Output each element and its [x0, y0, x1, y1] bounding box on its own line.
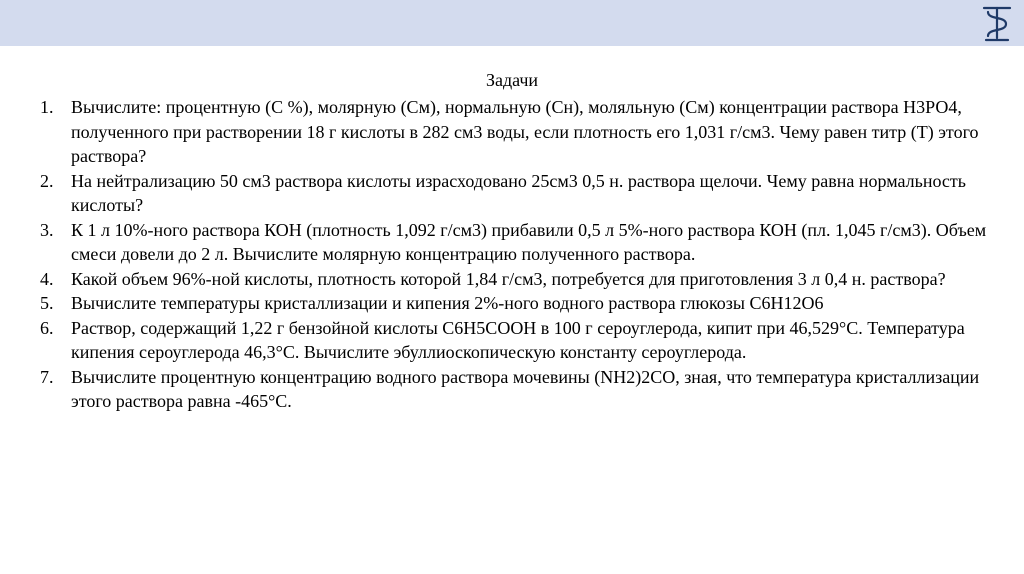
item-number: 4. — [40, 268, 54, 289]
list-item — [40, 316, 1000, 365]
item-number: 1. — [40, 97, 54, 117]
item-text: Вычислите температуры кристаллизации и кипения 2%-ного водного раствора глюкозы С6Н12О6 — [71, 293, 824, 313]
university-monogram-logo — [980, 2, 1014, 44]
item-number: 5. — [40, 293, 54, 313]
task-list — [40, 95, 1000, 414]
list-item — [40, 365, 1000, 414]
list-item — [40, 218, 1000, 267]
item-text: Вычислите: процентную (С %), молярную (См), нормальную (Сн), моляльную (См) концентрации раствора Н3РО4, полученного при растворении 18 г кислоты в 282 см3 воды, если плотность его 1,031 г/см3. Чему равен титр (Т) этого раствора? — [71, 97, 979, 166]
list-item — [40, 267, 1000, 292]
item-number: 2. — [40, 170, 54, 191]
item-number: 7. — [40, 366, 54, 387]
list-item — [40, 169, 1000, 218]
page-title: Задачи — [485, 70, 539, 90]
item-text: На нейтрализацию 50 см3 раствора кислоты израсходовано 25см3 0,5 н. раствора щелочи. Чему равна нормальность кислоты? — [71, 170, 966, 215]
list-item — [40, 291, 1000, 316]
item-text: К 1 л 10%-ного раствора КОН (плотность 1,092 г/см3) прибавили 0,5 л 5%-ного раствора КОН (пл. 1,045 г/см3). Объем смеси довели до 2 л. Вычислите молярную концентрацию полученного раствора. — [71, 219, 987, 264]
list-item — [40, 95, 1000, 169]
item-text: Раствор, содержащий 1,22 г бензойной кислоты С6Н5СООН в 100 г сероуглерода, кипит при 46,529°С. Температура кипения сероуглерода 46,3°С. Вычислите эбуллиоскопическую константу сероуглерода. — [71, 317, 965, 362]
item-text: Какой объем 96%-ной кислоты, плотность которой 1,84 г/см3, потребуется для приготовления 3 л 0,4 н. раствора? — [71, 268, 946, 289]
header-band — [0, 0, 1024, 46]
item-number: 3. — [40, 219, 54, 240]
item-number: 6. — [40, 317, 54, 338]
item-text: Вычислите процентную концентрацию водного раствора мочевины (NH2)2CO, зная, что температура кристаллизации этого раствора равна -465°С. — [71, 366, 980, 411]
